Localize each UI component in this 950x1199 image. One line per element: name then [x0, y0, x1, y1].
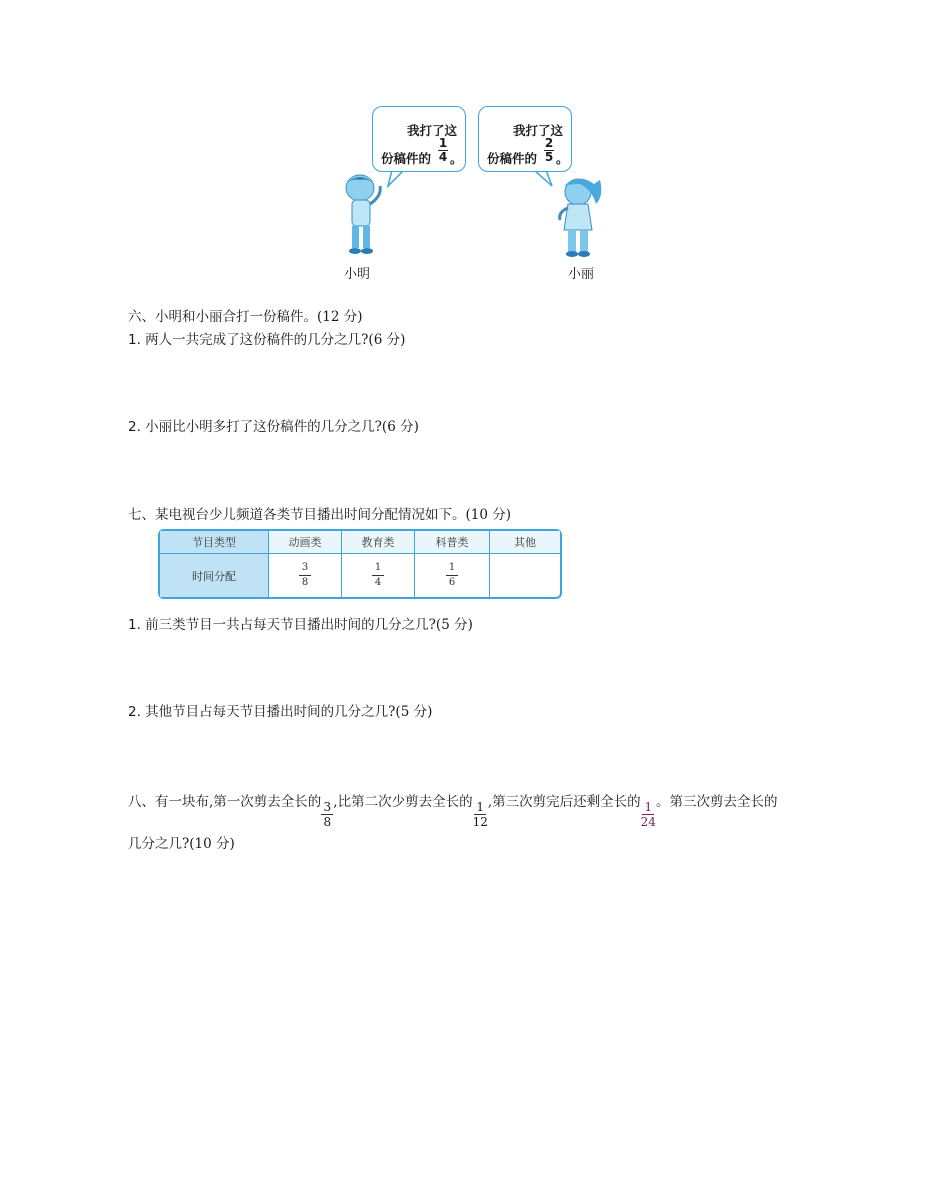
- section6-question1: [128, 328, 405, 348]
- section7-points: (10 分): [465, 507, 512, 523]
- fraction-denominator: 12: [472, 814, 488, 829]
- left-bubble-fraction: [438, 137, 448, 164]
- right-bubble-fraction: [544, 137, 554, 164]
- dialogue-illustration: [330, 100, 620, 285]
- fraction-numerator: 2: [544, 136, 554, 150]
- boy-figure: [346, 175, 380, 254]
- question-text: 小丽比小明多打了这份稿件的几分之几?: [140, 419, 382, 435]
- section8-text-part2: ,比第二次少剪去全长的: [333, 794, 473, 810]
- header-cell: 其他: [490, 531, 560, 554]
- section8-points: (10 分): [189, 836, 235, 852]
- section6-title: 六、小明和小丽合打一份稿件。: [128, 309, 317, 325]
- fraction-denominator: 5: [544, 150, 554, 164]
- girl-name-label: 小丽: [568, 267, 595, 282]
- section7-question1: [128, 613, 473, 633]
- section8-fraction2: [472, 799, 488, 829]
- question-number: 1.: [128, 332, 141, 348]
- question-number: 2.: [128, 419, 141, 435]
- section7-heading: [128, 503, 511, 523]
- right-bubble-line2: 份稿件的: [487, 151, 538, 166]
- section8-fraction3: [640, 799, 656, 829]
- fraction-denominator: 24: [640, 814, 656, 829]
- section8-text-part3: ,第三次剪完后还剩全长的: [487, 794, 641, 810]
- section6-question2: [128, 415, 419, 435]
- left-speech-bubble: [372, 106, 466, 172]
- right-bubble-line1: 我打了这: [513, 123, 564, 138]
- section6-points: (12 分): [317, 309, 363, 325]
- question-points: (6 分): [368, 332, 406, 348]
- empty-cell: [490, 554, 560, 597]
- fraction-denominator: 6: [448, 577, 456, 588]
- question-number: 1.: [128, 617, 141, 633]
- header-cell: 教育类: [342, 531, 415, 554]
- fraction-numerator: 1: [374, 562, 382, 573]
- section8-text-part1: 八、有一块布,第一次剪去全长的: [128, 794, 322, 810]
- fraction-numerator: 3: [301, 562, 309, 573]
- section8-line2-text: 几分之几?: [128, 836, 190, 852]
- section7-title: 七、某电视台少儿频道各类节目播出时间分配情况如下。: [128, 507, 466, 523]
- fraction-denominator: 4: [374, 577, 382, 588]
- left-bubble-tail: [388, 170, 404, 186]
- right-bubble-tail: [534, 170, 552, 186]
- table-row: [160, 554, 560, 597]
- section8-text-part4: 。第三次剪去全长的: [655, 794, 778, 810]
- header-cell: 科普类: [415, 531, 490, 554]
- question-points: (6 分): [381, 419, 419, 435]
- section8-fraction1: [321, 799, 333, 829]
- question-text: 其他节目占每天节目播出时间的几分之几?: [140, 704, 396, 720]
- left-bubble-line2: 份稿件的: [381, 151, 432, 166]
- section8-problem-line1: [128, 790, 778, 829]
- question-points: (5 分): [395, 704, 433, 720]
- fraction-numerator: 1: [476, 799, 485, 814]
- section8-problem-line2: [128, 832, 235, 852]
- question-text: 前三类节目一共占每天节目播出时间的几分之几?: [140, 617, 436, 633]
- fraction-denominator: 8: [323, 814, 332, 829]
- question-number: 2.: [128, 704, 141, 720]
- fraction-cell: [342, 554, 415, 597]
- fraction-numerator: 1: [448, 562, 456, 573]
- right-speech-bubble: [478, 106, 572, 172]
- fraction-numerator: 1: [644, 799, 653, 814]
- fraction-numerator: 1: [438, 136, 448, 150]
- question-text: 两人一共完成了这份稿件的几分之几?: [140, 332, 369, 348]
- girl-figure: [560, 178, 602, 257]
- header-cell: 动画类: [269, 531, 342, 554]
- table-header-row: [160, 531, 560, 554]
- row-label-cell: 时间分配: [160, 554, 269, 597]
- fraction-numerator: 3: [323, 799, 332, 814]
- left-bubble-end: 。: [450, 151, 463, 166]
- left-bubble-line1: 我打了这: [407, 123, 458, 138]
- fraction-denominator: 8: [301, 577, 309, 588]
- fraction-cell: [269, 554, 342, 597]
- fraction-cell: [415, 554, 490, 597]
- section6-heading: [128, 305, 363, 325]
- question-points: (5 分): [435, 617, 473, 633]
- right-bubble-end: 。: [556, 151, 569, 166]
- fraction-denominator: 4: [438, 150, 448, 164]
- section7-question2: [128, 700, 432, 720]
- header-cell: 节目类型: [160, 531, 269, 554]
- boy-name-label: 小明: [344, 267, 371, 282]
- program-time-table: [158, 529, 562, 599]
